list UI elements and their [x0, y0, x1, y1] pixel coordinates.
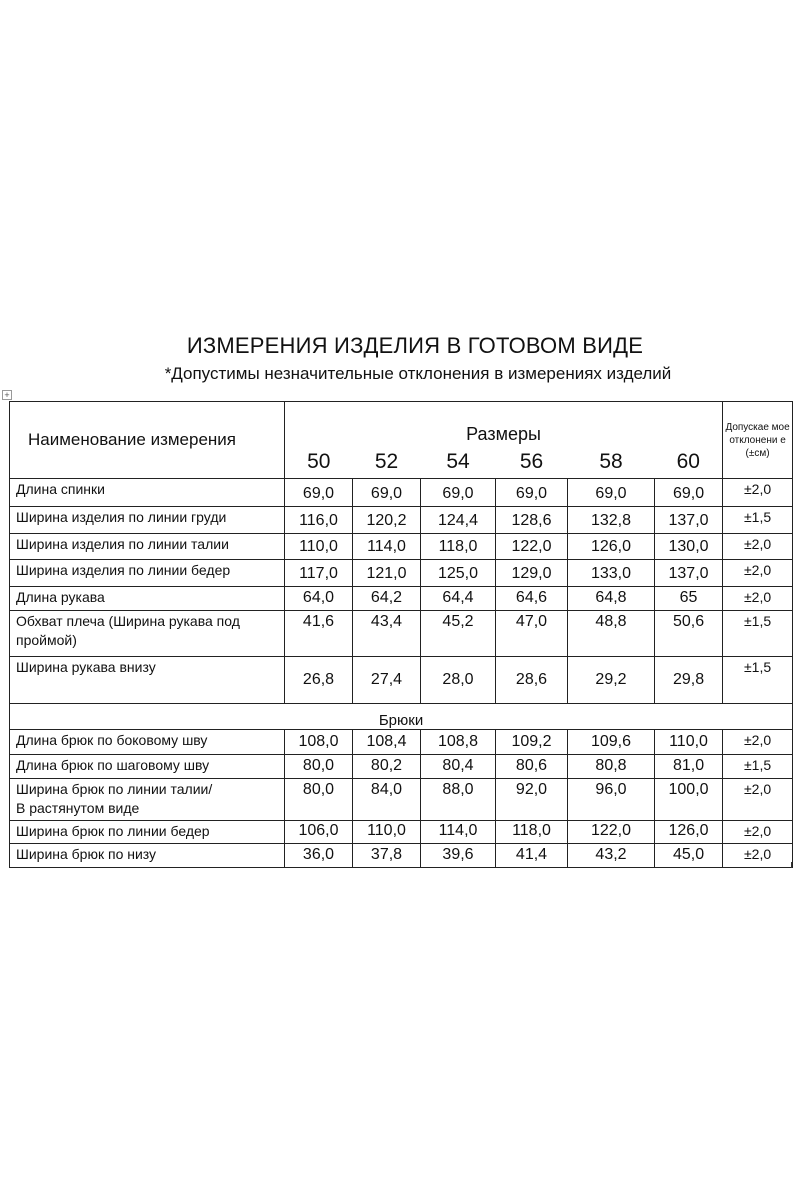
measurement-value: 108,8 [421, 730, 496, 755]
measurement-value: 109,2 [496, 730, 568, 755]
table-row [10, 534, 793, 560]
measurement-value: 118,0 [496, 821, 568, 844]
measurement-value: 122,0 [568, 821, 655, 844]
measurement-value: 84,0 [353, 779, 421, 821]
sizes-column-header: Размеры [285, 402, 723, 447]
measurement-value: 29,2 [568, 657, 655, 704]
page-title: ИЗМЕРЕНИЯ ИЗДЕЛИЯ В ГОТОВОМ ВИДЕ [186, 333, 644, 358]
name-column-header: Наименование измерения [10, 402, 285, 479]
measurement-value: 28,6 [496, 657, 568, 704]
measurement-name: Ширина брюк по низу [10, 844, 285, 868]
measurement-value: 45,0 [655, 844, 723, 868]
measurement-value: 47,0 [496, 611, 568, 657]
measurements-table [9, 401, 793, 868]
measurement-name: Длина рукава [10, 587, 285, 611]
measurement-value: 69,0 [496, 479, 568, 507]
measurement-value: 96,0 [568, 779, 655, 821]
measurement-name: Длина брюк по шаговому шву [10, 755, 285, 779]
measurement-value: 69,0 [568, 479, 655, 507]
measurement-value: 29,8 [655, 657, 723, 704]
measurement-value: 116,0 [285, 507, 353, 534]
table-row [10, 560, 793, 587]
measurement-value: 43,2 [568, 844, 655, 868]
table-row [10, 507, 793, 534]
measurement-value: 41,4 [496, 844, 568, 868]
tolerance-value: ±1,5 [723, 611, 793, 657]
tolerance-value: ±1,5 [723, 507, 793, 534]
table-row [10, 779, 793, 821]
measurement-value: 48,8 [568, 611, 655, 657]
measurement-value: 129,0 [496, 560, 568, 587]
table-row [10, 657, 793, 704]
measurement-value: 64,2 [353, 587, 421, 611]
table-row [10, 755, 793, 779]
table-row [10, 479, 793, 507]
tolerance-value: ±1,5 [723, 657, 793, 704]
table-move-handle-icon[interactable]: + [2, 390, 12, 400]
table-row [10, 730, 793, 755]
measurement-value: 64,4 [421, 587, 496, 611]
measurement-name: Ширина изделия по линии груди [10, 507, 285, 534]
measurement-value: 122,0 [496, 534, 568, 560]
measurement-value: 64,6 [496, 587, 568, 611]
measurement-value: 81,0 [655, 755, 723, 779]
measurement-value: 106,0 [285, 821, 353, 844]
measurement-value: 110,0 [655, 730, 723, 755]
measurement-value: 39,6 [421, 844, 496, 868]
measurement-value: 126,0 [568, 534, 655, 560]
measurement-value: 109,6 [568, 730, 655, 755]
tolerance-value: ±2,0 [723, 844, 793, 868]
tolerance-value: ±2,0 [723, 479, 793, 507]
measurement-value: 28,0 [421, 657, 496, 704]
measurement-value: 92,0 [496, 779, 568, 821]
size-header-cell: 52 [353, 447, 421, 479]
tolerance-value: ±2,0 [723, 779, 793, 821]
measurement-value: 128,6 [496, 507, 568, 534]
measurement-value: 137,0 [655, 507, 723, 534]
measurement-value: 36,0 [285, 844, 353, 868]
measurement-value: 69,0 [655, 479, 723, 507]
measurement-value: 80,2 [353, 755, 421, 779]
measurement-name: Ширина изделия по линии талии [10, 534, 285, 560]
table-row [10, 611, 793, 657]
measurement-value: 50,6 [655, 611, 723, 657]
tolerance-value: ±2,0 [723, 821, 793, 844]
table-row [10, 844, 793, 868]
measurement-value: 43,4 [353, 611, 421, 657]
measurement-value: 126,0 [655, 821, 723, 844]
tolerance-value: ±2,0 [723, 560, 793, 587]
size-header-cell: 58 [568, 447, 655, 479]
measurement-value: 124,4 [421, 507, 496, 534]
measurement-value: 117,0 [285, 560, 353, 587]
table-corner-mark [791, 862, 792, 868]
size-header-cell: 56 [496, 447, 568, 479]
measurement-name: Длина брюк по боковому шву [10, 730, 285, 755]
measurement-value: 69,0 [285, 479, 353, 507]
measurement-value: 69,0 [353, 479, 421, 507]
measurement-value: 114,0 [421, 821, 496, 844]
measurement-value: 110,0 [285, 534, 353, 560]
measurement-value: 27,4 [353, 657, 421, 704]
measurement-name: Ширина изделия по линии бедер [10, 560, 285, 587]
table-row [10, 821, 793, 844]
tolerance-value: ±2,0 [723, 587, 793, 611]
measurement-value: 69,0 [421, 479, 496, 507]
measurement-value: 45,2 [421, 611, 496, 657]
tolerance-column-header: Допускае мое отклонени е (±см) [723, 402, 793, 479]
measurement-name [10, 779, 285, 821]
measurement-value: 120,2 [353, 507, 421, 534]
measurement-value: 64,8 [568, 587, 655, 611]
size-header-cell: 60 [655, 447, 723, 479]
section-row [10, 704, 793, 730]
size-header-cell: 50 [285, 447, 353, 479]
measurement-value: 80,0 [285, 779, 353, 821]
measurement-value: 137,0 [655, 560, 723, 587]
measurement-name: Ширина рукава внизу [10, 657, 285, 704]
measurement-value: 26,8 [285, 657, 353, 704]
measurement-value: 80,8 [568, 755, 655, 779]
measurement-value: 80,0 [285, 755, 353, 779]
measurement-value: 100,0 [655, 779, 723, 821]
measurement-value: 133,0 [568, 560, 655, 587]
measurement-name-line: В растянутом виде [16, 800, 140, 816]
tolerance-value: ±1,5 [723, 755, 793, 779]
measurement-value: 80,4 [421, 755, 496, 779]
size-header-cell: 54 [421, 447, 496, 479]
measurement-value: 110,0 [353, 821, 421, 844]
measurement-value: 121,0 [353, 560, 421, 587]
measurement-value: 125,0 [421, 560, 496, 587]
measurement-value: 108,0 [285, 730, 353, 755]
measurement-value: 80,6 [496, 755, 568, 779]
measurement-value: 132,8 [568, 507, 655, 534]
header-row [10, 402, 793, 447]
measurement-value: 64,0 [285, 587, 353, 611]
measurement-value: 130,0 [655, 534, 723, 560]
measurement-name: Обхват плеча (Ширина рукава под проймой) [10, 611, 285, 657]
measurement-value: 118,0 [421, 534, 496, 560]
measurement-value: 65 [655, 587, 723, 611]
measurement-value: 114,0 [353, 534, 421, 560]
tolerance-value: ±2,0 [723, 534, 793, 560]
measurement-value: 41,6 [285, 611, 353, 657]
section-title: Брюки [10, 704, 793, 730]
page-subtitle: *Допустимы незначительные отклонения в измерениях изделий [164, 364, 672, 383]
measurement-name: Длина спинки [10, 479, 285, 507]
measurement-name-line: Ширина брюк по линии талии/ [16, 781, 213, 797]
measurement-value: 37,8 [353, 844, 421, 868]
measurement-value: 88,0 [421, 779, 496, 821]
tolerance-value: ±2,0 [723, 730, 793, 755]
measurement-value: 108,4 [353, 730, 421, 755]
measurement-name: Ширина брюк по линии бедер [10, 821, 285, 844]
table-row [10, 587, 793, 611]
